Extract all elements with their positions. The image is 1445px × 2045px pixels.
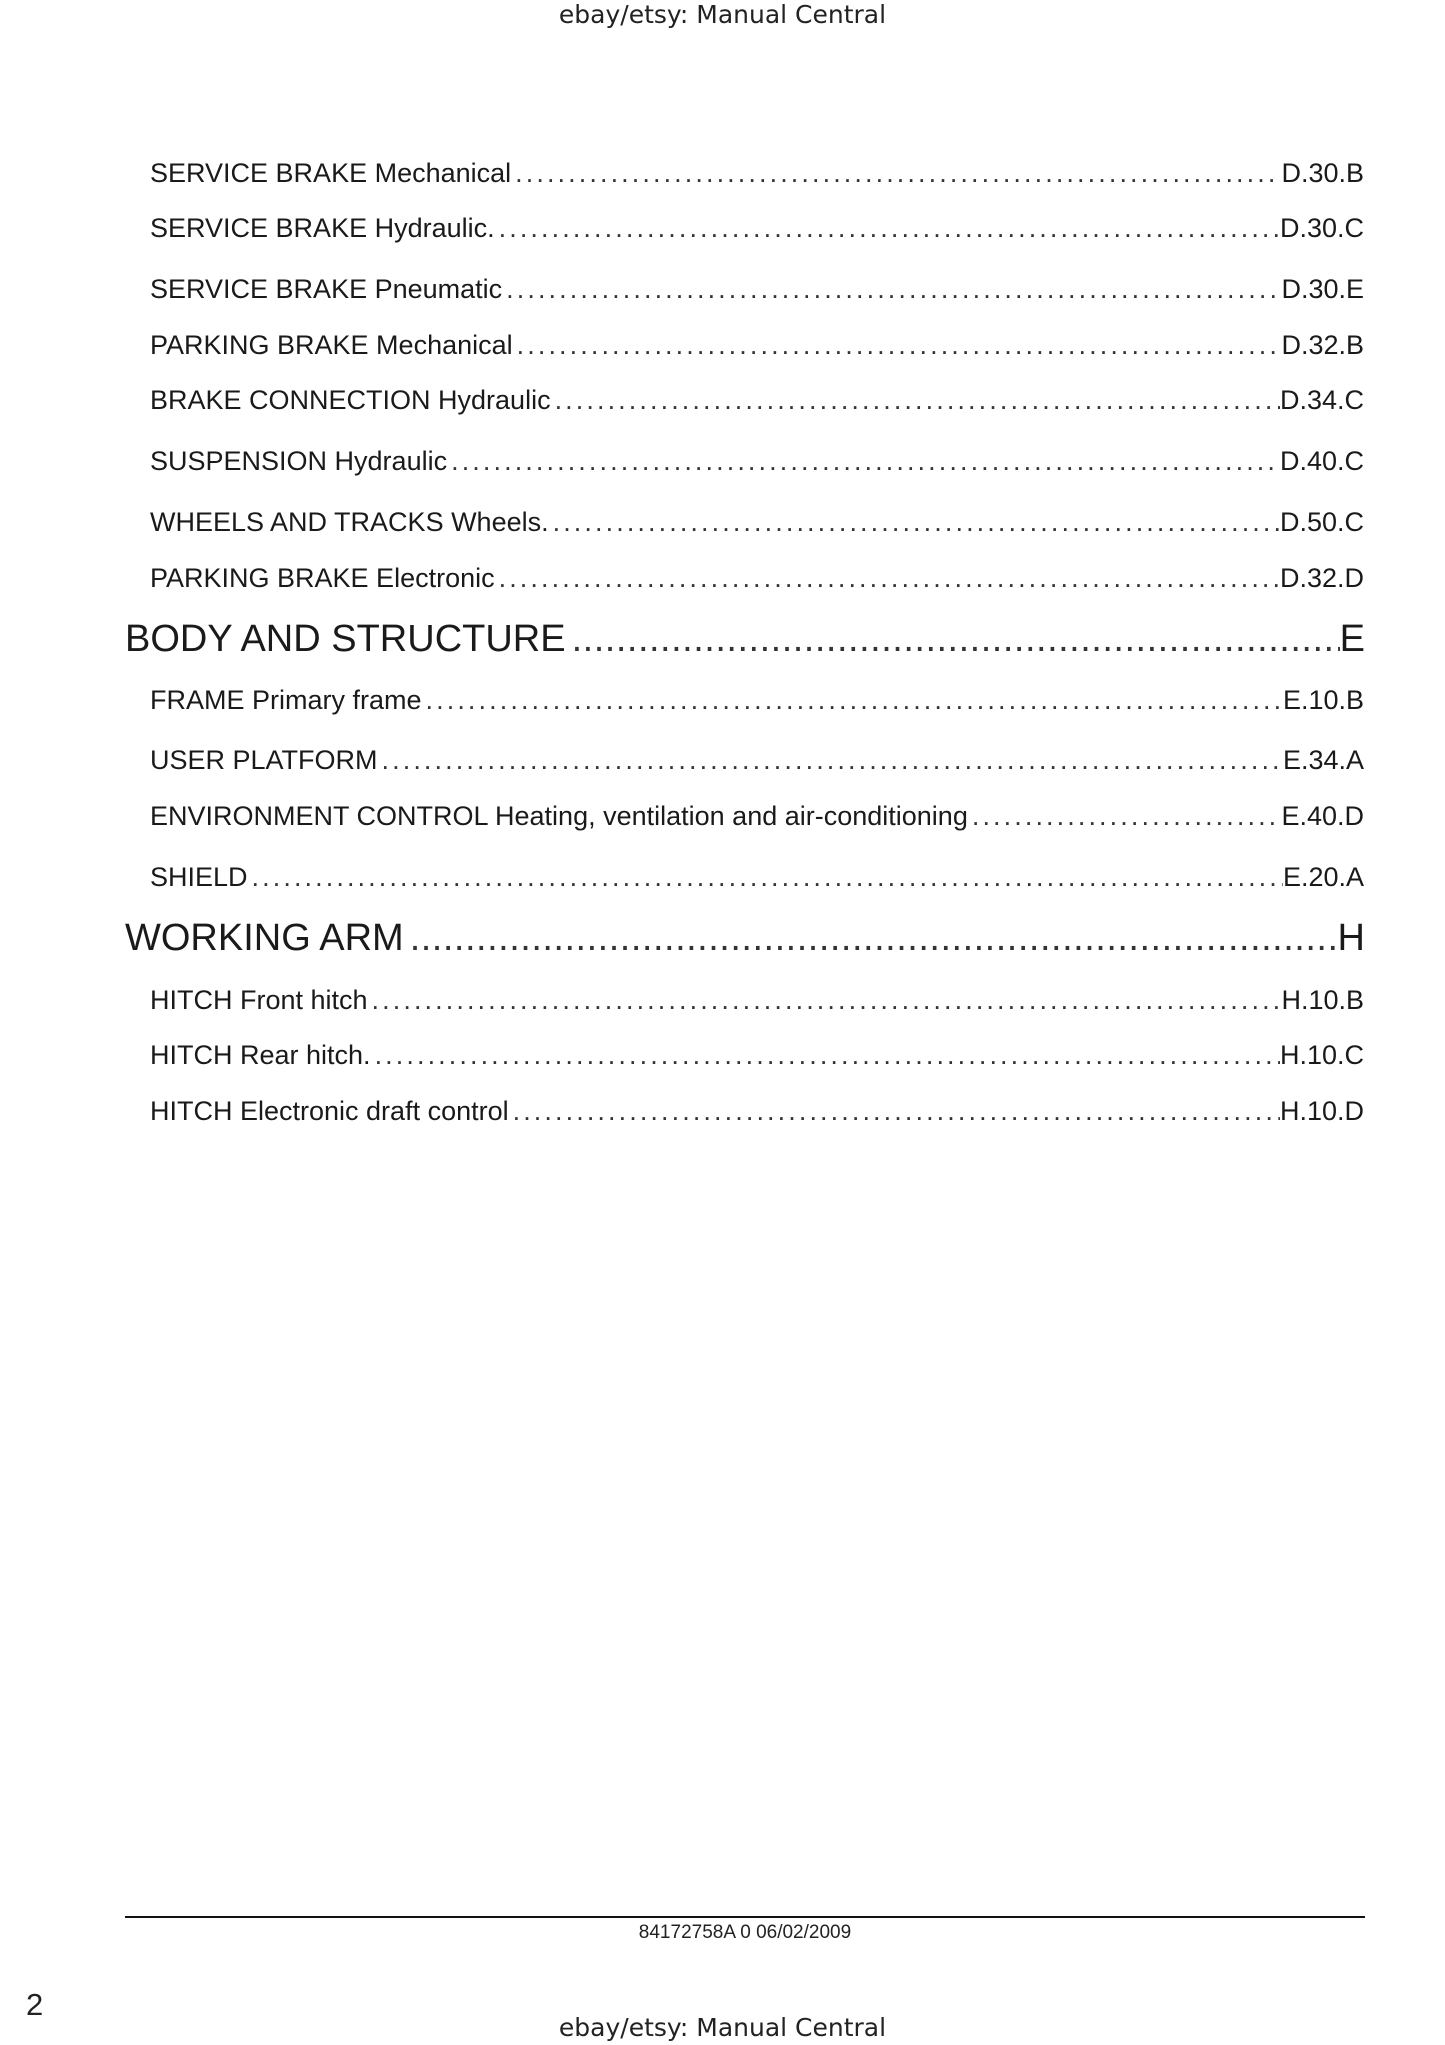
toc-entry[interactable] <box>150 685 1364 721</box>
toc-entry-label: ENVIRONMENT CONTROL Heating, ventilation and air-conditioning <box>150 801 968 831</box>
toc-entry-code: E.40.D <box>1281 801 1364 831</box>
dot-leader <box>368 985 1282 1016</box>
toc-entry-label: HITCH Electronic draft control <box>150 1096 509 1126</box>
dot-leader <box>495 563 1280 594</box>
toc-entry-code: D.30.C <box>1279 213 1364 243</box>
section-heading-label: WORKING ARM <box>125 917 404 959</box>
section-heading-label: BODY AND STRUCTURE <box>125 618 566 660</box>
dot-leader <box>509 1096 1280 1127</box>
footer-divider <box>125 1916 1365 1918</box>
dot-leader <box>371 1040 1280 1071</box>
toc-entry-label: WHEELS AND TRACKS Wheels. <box>150 507 549 537</box>
toc-entry[interactable] <box>150 563 1364 599</box>
toc-entry-label: SERVICE BRAKE Mechanical <box>150 158 512 188</box>
toc-entry-label: SERVICE BRAKE Hydraulic. <box>150 213 495 243</box>
toc-section-heading[interactable] <box>125 917 1365 967</box>
dot-leader <box>551 385 1280 416</box>
toc-entry-label: SHIELD <box>150 862 248 892</box>
toc-entry-label: SUSPENSION Hydraulic <box>150 446 448 476</box>
dot-leader <box>248 862 1283 893</box>
toc-entry[interactable] <box>150 213 1364 249</box>
toc-entry-code: D.32.B <box>1281 330 1364 360</box>
page-number: 2 <box>26 1987 44 2022</box>
section-heading-code: E <box>1339 618 1365 660</box>
dot-leader <box>511 158 1281 189</box>
toc-entry-code: D.40.C <box>1279 446 1364 476</box>
toc-entry-code: D.30.E <box>1281 274 1364 304</box>
dot-leader <box>968 801 1282 832</box>
toc-entry[interactable] <box>150 1040 1364 1076</box>
toc-entry-code: D.32.D <box>1279 563 1364 593</box>
dot-leader <box>549 507 1280 538</box>
toc-entry-label: FRAME Primary frame <box>150 685 422 715</box>
toc-entry[interactable] <box>150 862 1364 898</box>
toc-entry[interactable] <box>150 274 1364 310</box>
watermark-top: ebay/etsy: Manual Central <box>558 0 887 29</box>
toc-entry-code: H.10.C <box>1279 1040 1364 1070</box>
dot-leader <box>566 618 1340 661</box>
toc-entry-code: D.50.C <box>1279 507 1364 537</box>
toc-entry-label: PARKING BRAKE Electronic <box>150 563 495 593</box>
toc-entry[interactable] <box>150 446 1364 482</box>
footer-document-code: 84172758A 0 06/02/2009 <box>638 1922 852 1943</box>
toc-entry-code: H.10.B <box>1281 985 1364 1015</box>
toc-entry-code: D.34.C <box>1279 385 1364 415</box>
toc-entry-label: BRAKE CONNECTION Hydraulic <box>150 385 551 415</box>
toc-entry-code: E.10.B <box>1282 685 1364 715</box>
toc-entry[interactable] <box>150 745 1364 781</box>
dot-leader <box>513 330 1282 361</box>
toc-entry-label: SERVICE BRAKE Pneumatic <box>150 274 503 304</box>
dot-leader <box>404 917 1338 960</box>
section-heading-code: H <box>1337 917 1365 959</box>
toc-entry-code: D.30.B <box>1281 158 1364 188</box>
toc-entry[interactable] <box>150 801 1364 837</box>
watermark-bottom: ebay/etsy: Manual Central <box>558 2013 887 2042</box>
toc-entry[interactable] <box>150 985 1364 1021</box>
toc-entry-code: H.10.D <box>1279 1096 1364 1126</box>
toc-entry[interactable] <box>150 1096 1364 1132</box>
toc-entry[interactable] <box>150 385 1364 421</box>
dot-leader <box>502 274 1281 305</box>
toc-entry-label: PARKING BRAKE Mechanical <box>150 330 513 360</box>
dot-leader <box>447 446 1280 477</box>
toc-entry[interactable] <box>150 330 1364 366</box>
toc-entry-code: E.34.A <box>1282 745 1364 775</box>
dot-leader <box>495 213 1280 244</box>
toc-entry-code: E.20.A <box>1282 862 1364 892</box>
toc-entry-label: HITCH Front hitch <box>150 985 368 1015</box>
toc-entry-label: HITCH Rear hitch. <box>150 1040 371 1070</box>
dot-leader <box>422 685 1283 716</box>
dot-leader <box>378 745 1283 776</box>
toc-section-heading[interactable] <box>125 618 1365 668</box>
toc-entry[interactable] <box>150 507 1364 543</box>
toc-entry-label: USER PLATFORM <box>150 745 378 775</box>
toc-entry[interactable] <box>150 158 1364 194</box>
